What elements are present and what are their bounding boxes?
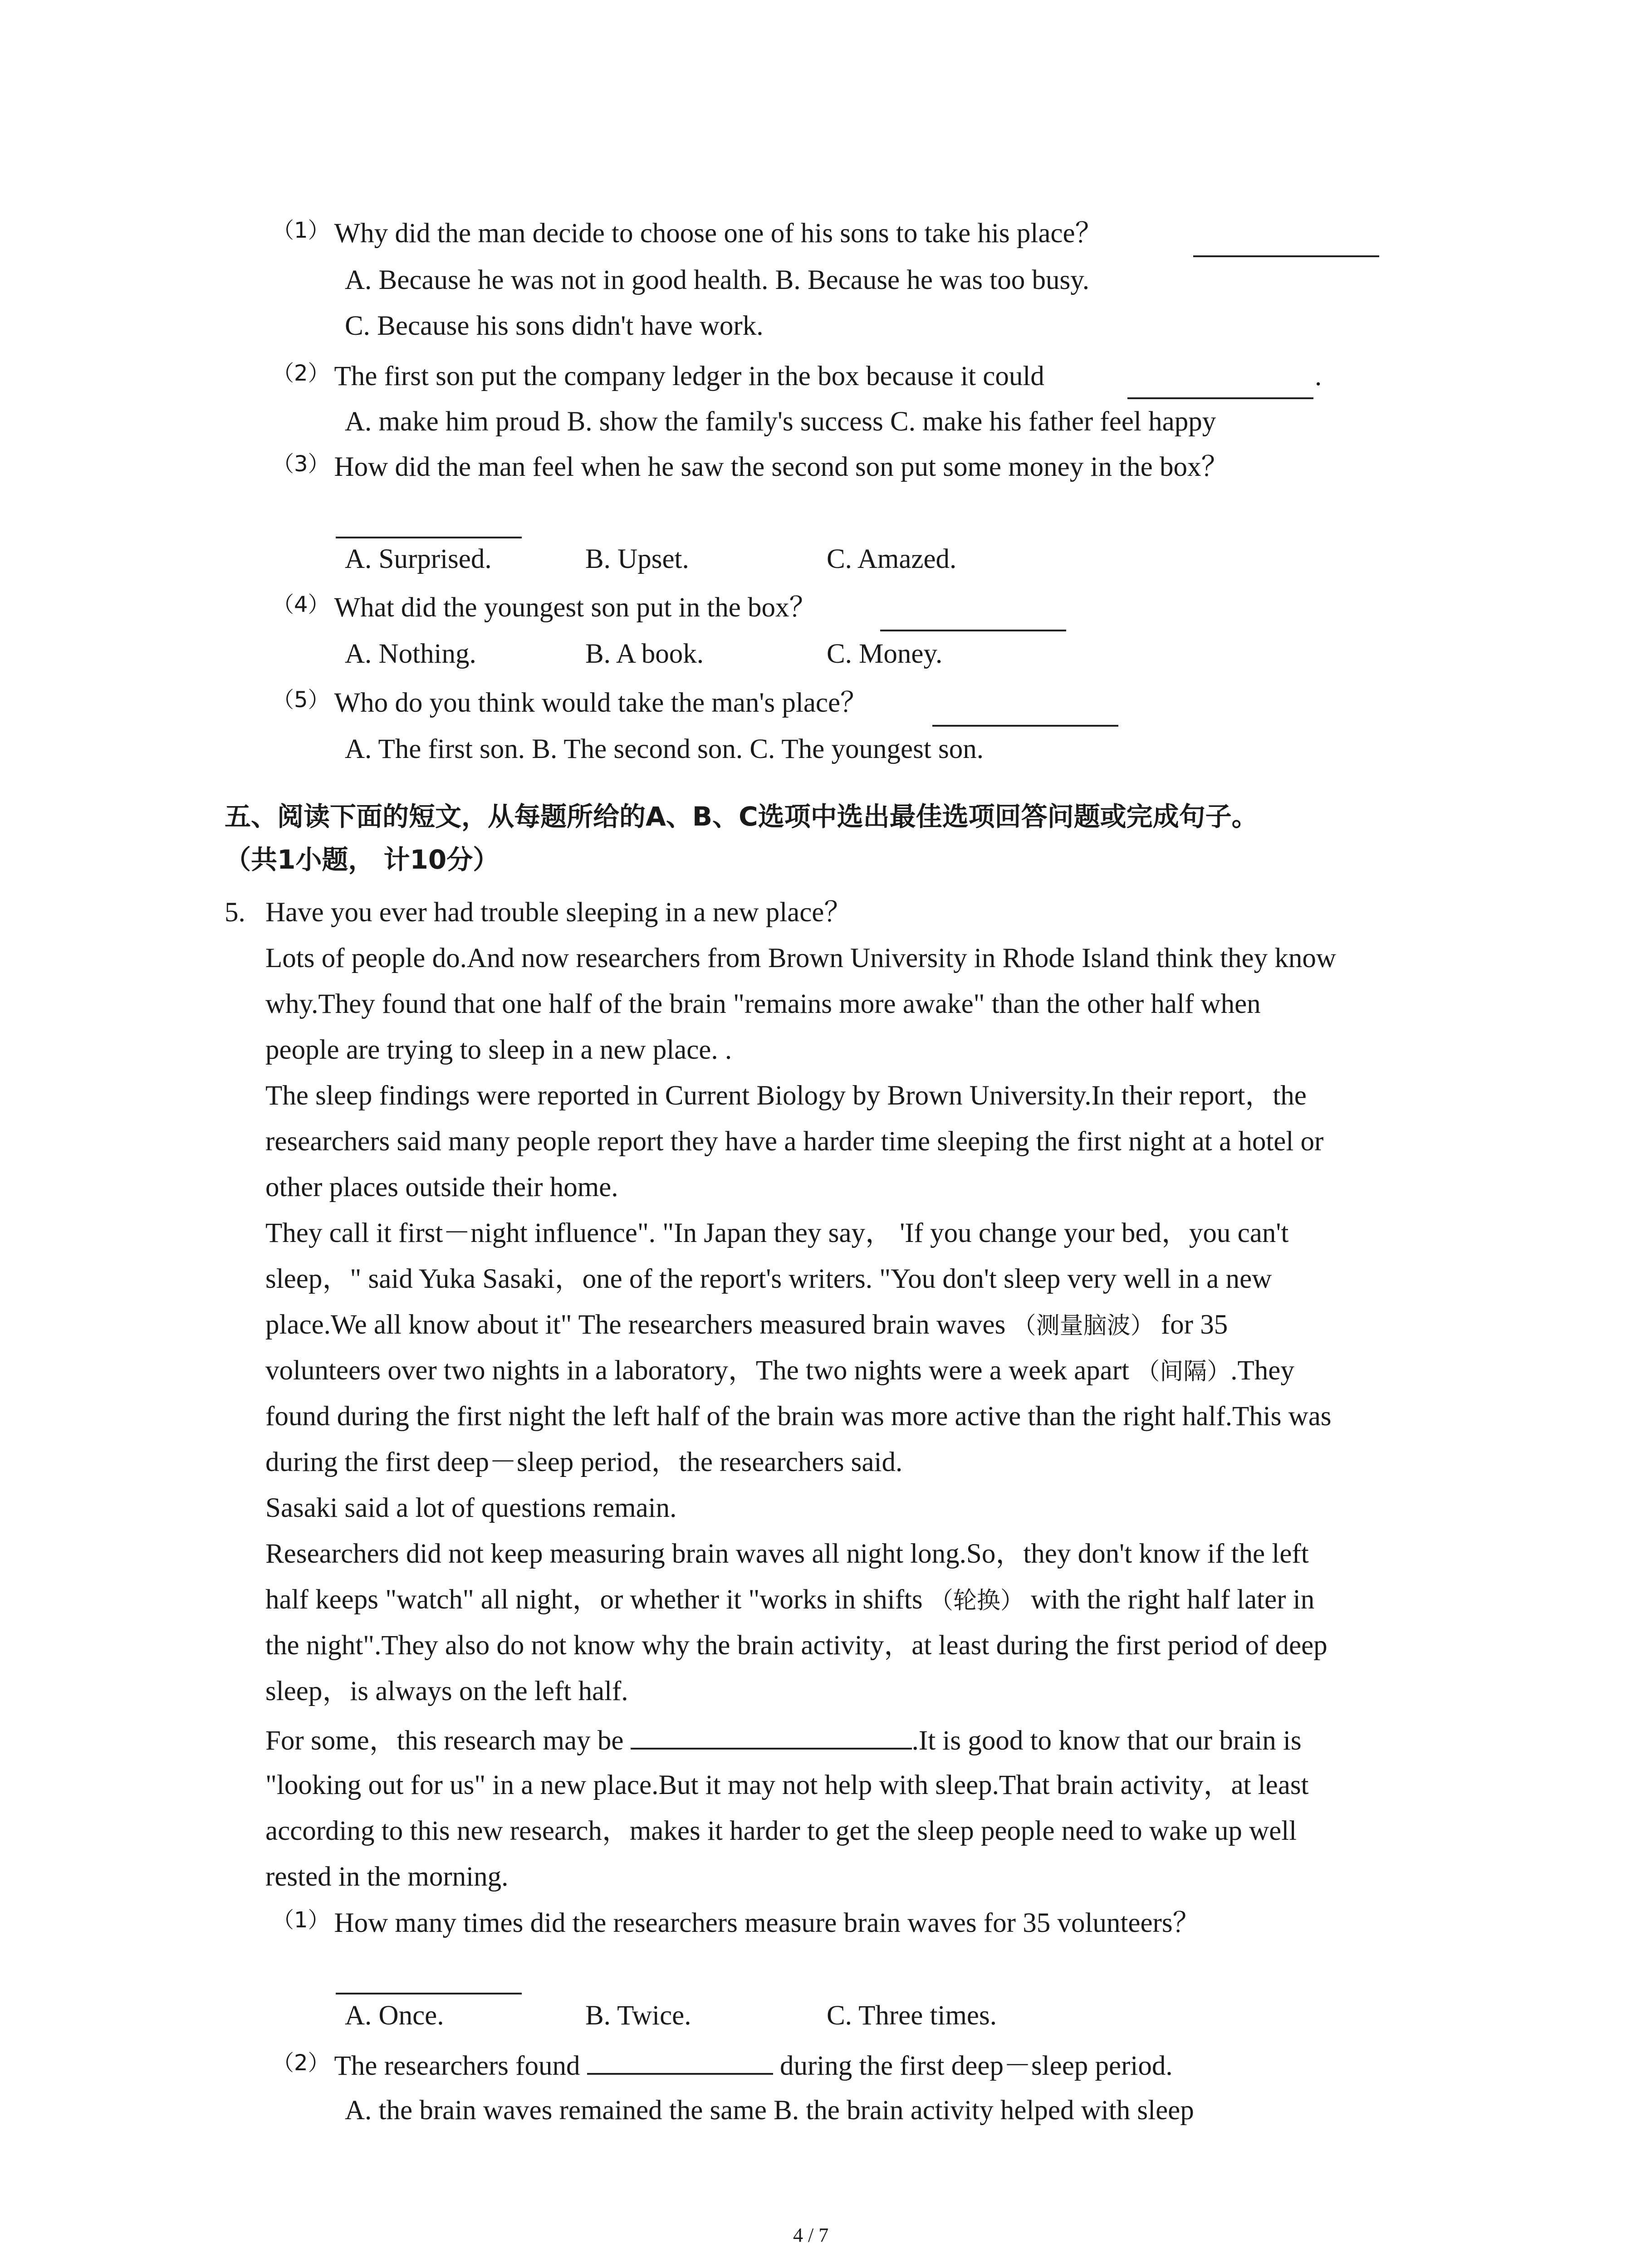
q4-sub5-number: （5）	[272, 687, 330, 713]
q5-line-16-text-b: with the right half later in	[1024, 1584, 1315, 1615]
q5-line-10-text-a: place.We all know about it" The researchers measured brain waves	[265, 1310, 1013, 1340]
q5-sub2-options: A. the brain waves remained the same B. the brain activity helped with sleep	[345, 2095, 1194, 2126]
q5-sub1-text: How many times did the researchers measure brain waves for 35 volunteers？	[334, 1908, 1200, 1938]
q5-line-3: why.They found that one half of the brain "remains more awake" than the other half when	[265, 989, 1261, 1019]
q5-sub1-option-b: B. Twice.	[585, 2000, 691, 2031]
q5-line-16	[265, 1582, 1314, 1618]
q5-line-21: according to this new research，makes it harder to get the sleep people need to wake up well	[265, 1816, 1297, 1846]
q5-sub1-answer-blank[interactable]	[336, 1966, 522, 1994]
q4-sub5-options: A. The first son. B. The second son. C. The youngest son.	[345, 734, 984, 764]
q4-sub1-question	[272, 215, 1103, 252]
q4-sub2-period: .	[1315, 361, 1322, 391]
q4-sub2-text: The first son put the company ledger in the box because it could	[334, 361, 1044, 391]
q5-line-11-gloss: （间隔）	[1136, 1358, 1231, 1385]
q5-line-10-gloss: （测量脑波）	[1012, 1312, 1154, 1339]
q4-sub4-option-a: A. Nothing.	[345, 639, 476, 669]
q4-sub2-number: （2）	[272, 361, 330, 386]
q5-line-14: Sasaki said a lot of questions remain.	[265, 1493, 677, 1523]
q4-sub1-answer-blank[interactable]	[1193, 229, 1379, 257]
q4-sub3-question	[272, 449, 1229, 485]
q4-sub4-text: What did the youngest son put in the box？	[334, 592, 817, 623]
q4-sub3-answer-blank[interactable]	[336, 510, 522, 538]
section5-heading-line2: （共1小题， 计10分）	[225, 844, 500, 875]
q4-sub4-option-c: C. Money.	[827, 639, 943, 669]
q5-sub1-option-a: A. Once.	[345, 2000, 444, 2031]
q5-line-19-text-a: For some，this research may be	[265, 1725, 631, 1756]
q5-line-19	[265, 1721, 1302, 1758]
q4-sub3-text: How did the man feel when he saw the second son put some money in the box？	[334, 452, 1229, 482]
q5-line-7: other places outside their home.	[265, 1172, 618, 1202]
q5-line-11-text-b: .They	[1230, 1355, 1294, 1386]
q4-sub5-answer-blank[interactable]	[932, 699, 1118, 727]
q5-line-8: They call it first－night influence". "In Japan they say， 'If you change your bed，you can't	[265, 1218, 1289, 1248]
q4-sub4-answer-blank[interactable]	[880, 603, 1066, 631]
q5-line-22: rested in the morning.	[265, 1862, 509, 1892]
q4-sub3-option-c: C. Amazed.	[827, 544, 957, 574]
q5-sub2-number: （2）	[272, 2050, 330, 2076]
q5-passage-blank[interactable]	[631, 1721, 912, 1750]
q5-line-18: sleep，is always on the left half.	[265, 1676, 628, 1706]
q4-sub1-text: Why did the man decide to choose one of his sons to take his place？	[334, 218, 1103, 249]
q4-sub4-question	[272, 590, 817, 626]
q4-sub2-options: A. make him proud B. show the family's success C. make his father feel happy	[345, 406, 1216, 437]
q5-line-11-text-a: volunteers over two nights in a laboratory，The two nights were a week apart	[265, 1355, 1136, 1386]
q5-line-12: found during the first night the left half of the brain was more active than the right half.This was	[265, 1401, 1332, 1432]
q5-line-15: Researchers did not keep measuring brain waves all night long.So，they don't know if the left	[265, 1539, 1309, 1569]
q5-sub1-number: （1）	[272, 1907, 330, 1933]
q5-line-17: the night".They also do not know why the brain activity，at least during the first period of deep	[265, 1630, 1327, 1661]
q4-sub4-number: （4）	[272, 592, 330, 617]
q5-sub2-answer-blank[interactable]	[587, 2047, 773, 2075]
q5-line-19-text-b: .It is good to know that our brain is	[911, 1725, 1302, 1756]
q5-line-10	[265, 1307, 1228, 1343]
q4-sub3-number: （3）	[272, 451, 330, 477]
q4-sub1-option-c: C. Because his sons didn't have work.	[345, 311, 764, 341]
q4-sub3-option-a: A. Surprised.	[345, 544, 492, 574]
q5-line-13: during the first deep－sleep period，the researchers said.	[265, 1447, 903, 1477]
q5-sub2-question	[272, 2047, 1173, 2083]
section5-heading-line1: 五、阅读下面的短文，从每题所给的A、B、C选项中选出最佳选项回答问题或完成句子。	[225, 801, 1258, 832]
q5-sub2-text-b: during the first deep－sleep period.	[773, 2051, 1173, 2081]
q5-sub1-option-c: C. Three times.	[827, 2000, 997, 2031]
q5-line-2: Lots of people do.And now researchers from Brown University in Rhode Island think they know	[265, 943, 1336, 973]
q4-sub1-number: （1）	[272, 218, 330, 243]
q5-line-16-gloss: （轮换）	[929, 1587, 1024, 1614]
q5-line-6: researchers said many people report they have a harder time sleeping the first night at a hotel or	[265, 1126, 1324, 1157]
q4-sub2-question	[272, 358, 1044, 395]
q5-line-16-text-a: half keeps "watch" all night，or whether it "works in shifts	[265, 1584, 930, 1615]
q5-sub1-question	[272, 1905, 1200, 1941]
q5-sub2-text-a: The researchers found	[334, 2051, 587, 2081]
q4-sub1-options-ab: A. Because he was not in good health. B. Because he was too busy.	[345, 265, 1089, 295]
q5-line-20: "looking out for us" in a new place.But it may not help with sleep.That brain activity，at least	[265, 1770, 1309, 1800]
q4-sub2-answer-blank[interactable]	[1127, 371, 1313, 399]
q5-number: 5.	[225, 897, 245, 928]
q5-line-9: sleep，" said Yuka Sasaki，one of the report's writers. "You don't sleep very well in a new	[265, 1264, 1272, 1294]
q4-sub5-question	[272, 685, 868, 721]
q5-line-1: Have you ever had trouble sleeping in a new place？	[265, 897, 852, 928]
q4-sub3-option-b: B. Upset.	[585, 544, 689, 574]
q4-sub4-option-b: B. A book.	[585, 639, 704, 669]
q5-line-5: The sleep findings were reported in Current Biology by Brown University.In their report，the	[265, 1080, 1307, 1111]
q4-sub5-text: Who do you think would take the man's place？	[334, 688, 868, 718]
page-number: 4 / 7	[793, 2224, 829, 2246]
q5-line-11	[265, 1353, 1294, 1389]
q5-line-4: people are trying to sleep in a new place. .	[265, 1035, 732, 1065]
q5-line-10-text-b: for 35	[1154, 1310, 1228, 1340]
